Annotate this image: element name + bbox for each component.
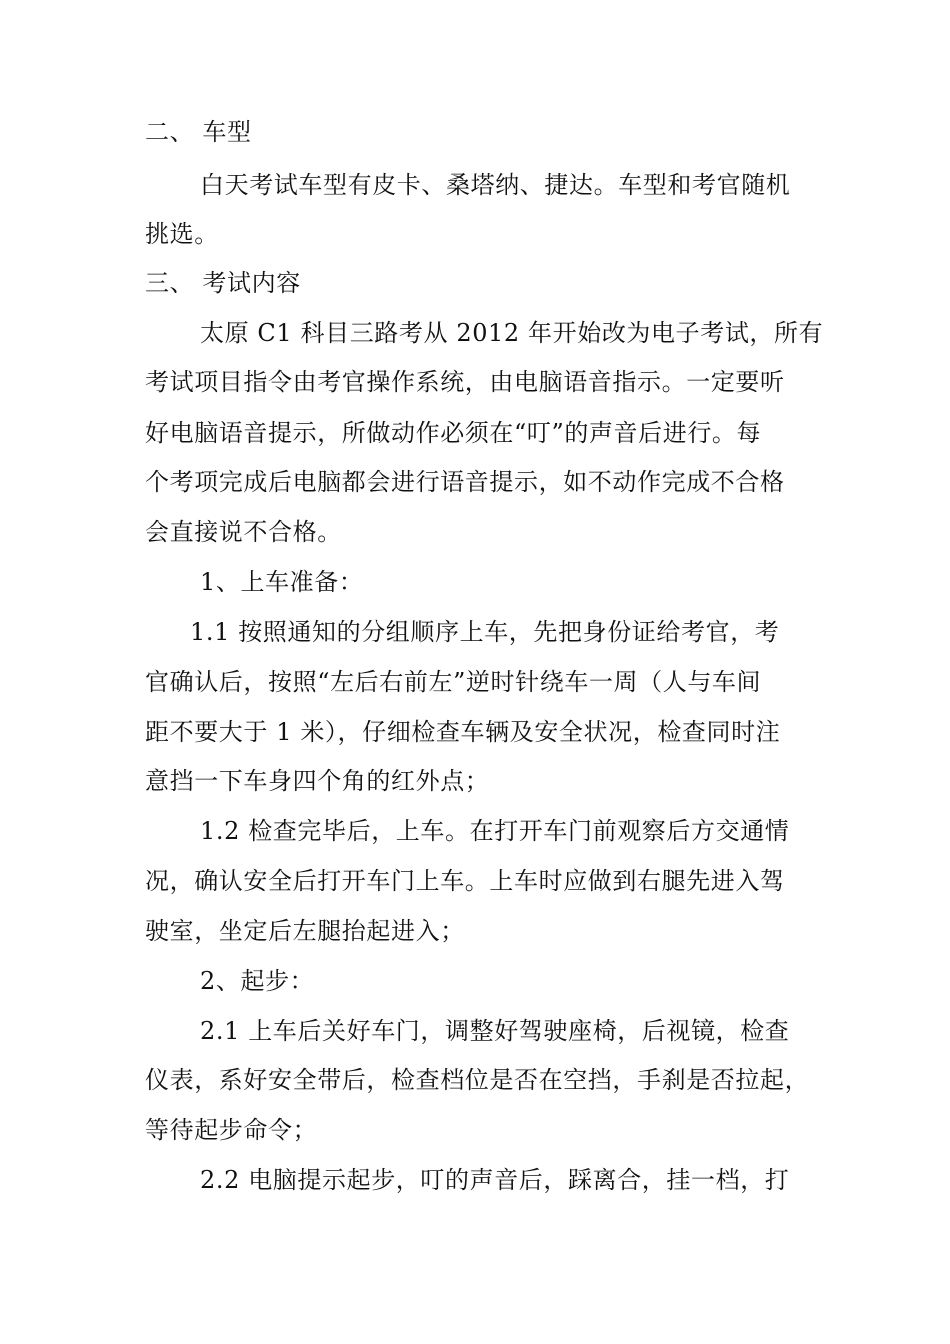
paragraph-line: 2.2 电脑提示起步，叮的声音后，踩离合，挂一档，打 bbox=[200, 1166, 790, 1194]
paragraph-line: 等待起步命令； bbox=[145, 1116, 318, 1144]
paragraph-line: 会直接说不合格。 bbox=[145, 518, 342, 546]
paragraph-line: 2.1 上车后关好车门，调整好驾驶座椅，后视镜，检查 bbox=[200, 1017, 790, 1045]
paragraph-line: 个考项完成后电脑都会进行语音提示，如不动作完成不合格 bbox=[145, 468, 785, 496]
section-heading-exam-content: 三、 考试内容 bbox=[145, 269, 301, 297]
paragraph-line: 仪表，系好安全带后，检查档位是否在空挡，手刹是否拉起， bbox=[145, 1066, 810, 1094]
paragraph-line: 驶室，坐定后左腿抬起进入； bbox=[145, 917, 465, 945]
subsection-heading-start: 2、起步： bbox=[200, 967, 315, 995]
subsection-heading-boarding: 1、上车准备： bbox=[200, 568, 364, 596]
paragraph-line: 1.2 检查完毕后，上车。在打开车门前观察后方交通情 bbox=[200, 817, 790, 845]
paragraph-line: 太原 C1 科目三路考从 2012 年开始改为电子考试，所有 bbox=[200, 319, 824, 347]
paragraph-line: 白天考试车型有皮卡、桑塔纳、捷达。车型和考官随机 bbox=[200, 171, 791, 199]
paragraph-line: 意挡一下车身四个角的红外点； bbox=[145, 767, 490, 795]
paragraph-line: 好电脑语音提示，所做动作必须在“叮”的声音后进行。每 bbox=[145, 419, 762, 447]
paragraph-line: 考试项目指令由考官操作系统，由电脑语音指示。一定要听 bbox=[145, 368, 785, 396]
paragraph-line: 挑选。 bbox=[145, 220, 219, 248]
paragraph-line: 况，确认安全后打开车门上车。上车时应做到右腿先进入驾 bbox=[145, 867, 785, 895]
paragraph-line: 1.1 按照通知的分组顺序上车，先把身份证给考官，考 bbox=[190, 618, 780, 646]
section-heading-vehicle-type: 二、 车型 bbox=[145, 118, 252, 146]
paragraph-line: 官确认后，按照“左后右前左”逆时针绕车一周（人与车间 bbox=[145, 668, 762, 696]
paragraph-line: 距不要大于 1 米），仔细检查车辆及安全状况，检查同时注 bbox=[145, 718, 781, 746]
